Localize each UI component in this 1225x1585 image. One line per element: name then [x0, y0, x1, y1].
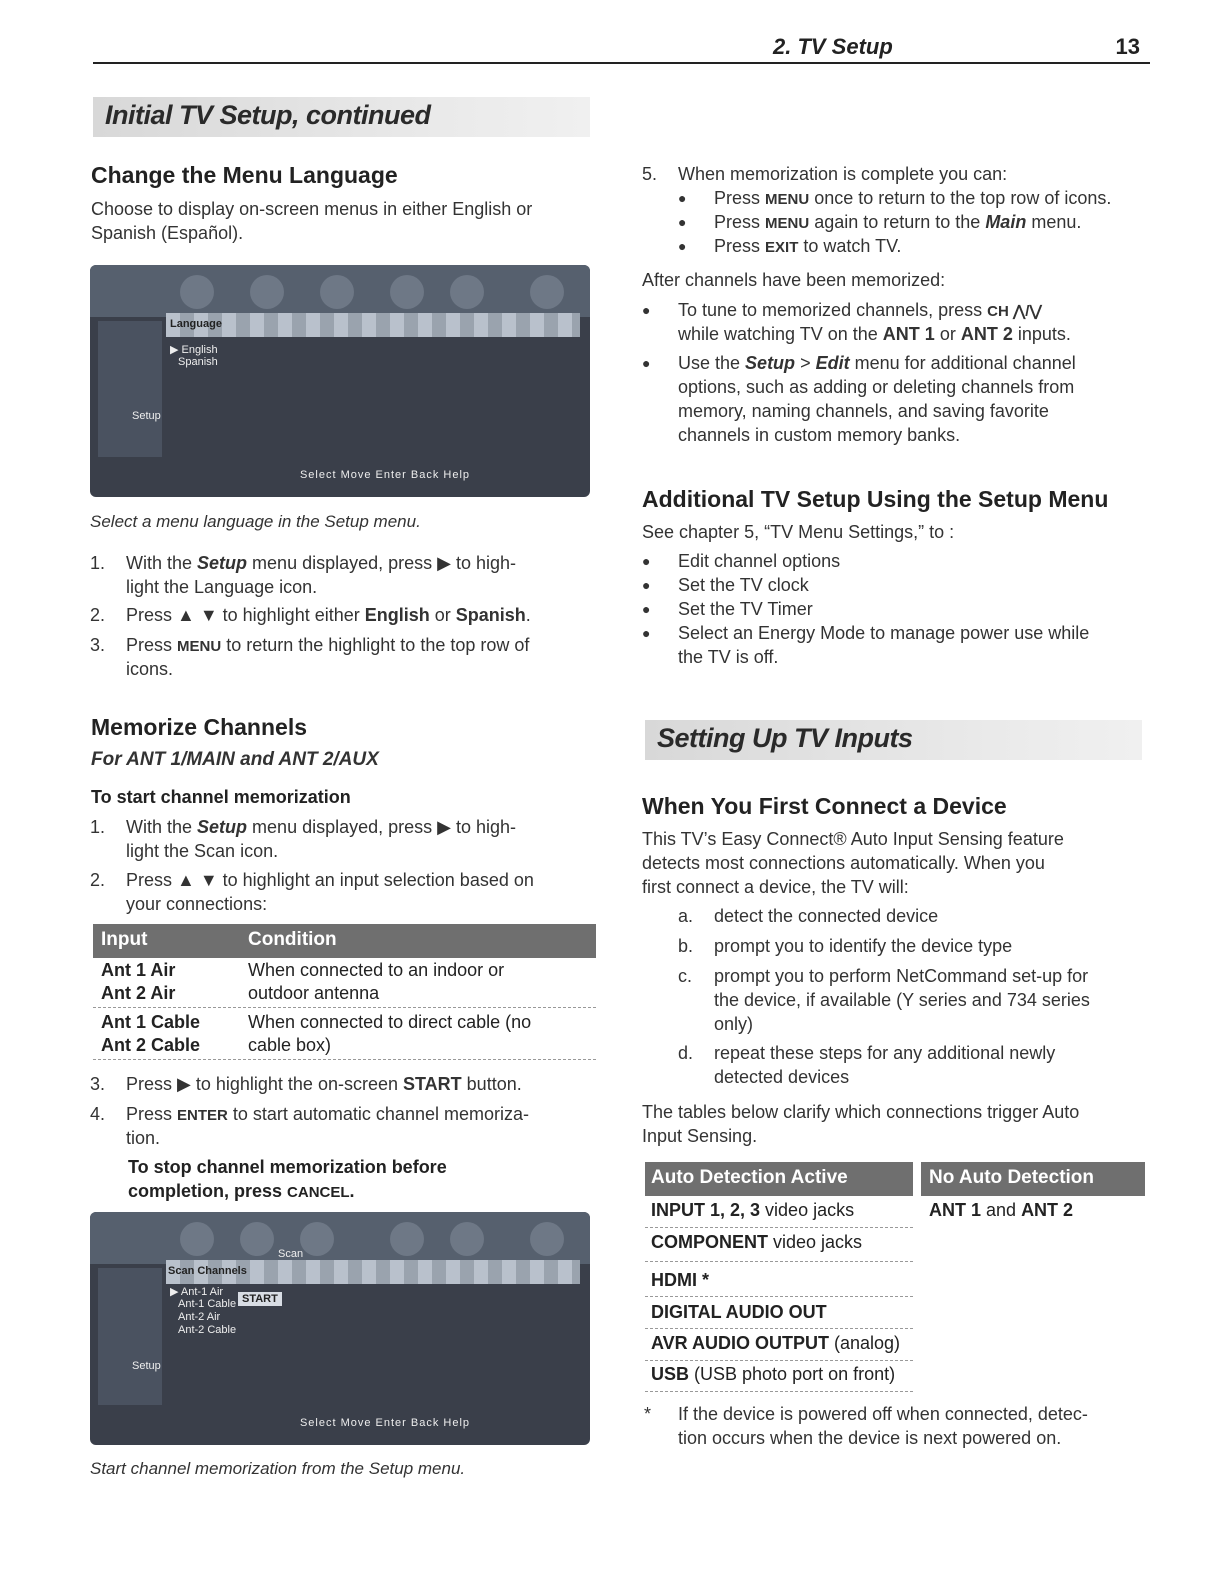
globe-icon	[450, 275, 484, 309]
additional-setup-heading: Additional TV Setup Using the Setup Menu	[642, 486, 1109, 512]
cc-icon	[320, 275, 354, 309]
table-row: DIGITAL AUDIO OUT	[645, 1299, 913, 1329]
first-connect-heading: When You First Connect a Device	[642, 793, 1007, 819]
side-label: Setup	[132, 1360, 161, 1372]
table-row: AVR AUDIO OUTPUT (analog)	[645, 1331, 913, 1361]
screen-footer: Select Move Enter Back Help	[299, 469, 471, 481]
memorize-heading: Memorize Channels	[91, 714, 307, 740]
menu-label: Language	[170, 318, 222, 330]
scan-label: Scan	[278, 1248, 304, 1260]
table-row: Ant 1 Cable Ant 2 Cable When connected to direct cable (no cable box)	[93, 1010, 596, 1060]
tables-intro: The tables below clarify which connections trigger Auto Input Sensing.	[642, 1102, 1080, 1146]
menu-label: Scan Channels	[168, 1265, 247, 1277]
section-banner	[645, 720, 1142, 760]
menu-option: Ant-1 Cable	[178, 1298, 237, 1310]
start-button: START	[238, 1292, 282, 1306]
menu-option: Ant-2 Air	[178, 1311, 221, 1323]
side-label: Setup	[132, 410, 161, 422]
help-icon	[180, 275, 214, 309]
table-row: COMPONENT video jacks	[645, 1230, 913, 1262]
ch-icon	[300, 1222, 334, 1256]
auto-detection-table	[645, 1162, 1145, 1392]
lang-caption: Select a menu language in the Setup menu.	[90, 512, 421, 531]
setup-icon	[250, 275, 284, 309]
lang-heading: Change the Menu Language	[91, 162, 398, 188]
stop-memorization-note: To stop channel memorization before completion, press CANCEL.	[128, 1157, 447, 1201]
first-connect-intro: This TV’s Easy Connect® Auto Input Sensing feature detects most connections automatically. When you first connect a device, the TV will:	[642, 829, 1064, 897]
table-row: Ant 1 Air Ant 2 Air When connected to an indoor or outdoor antenna	[93, 958, 596, 1008]
memorize-subtitle: For ANT 1/MAIN and ANT 2/AUX	[91, 749, 379, 770]
menu-option: Ant-2 Cable	[178, 1324, 237, 1336]
page-header	[93, 34, 1150, 64]
input-condition-table	[93, 924, 596, 1062]
tv-screenshot-scan	[90, 1212, 590, 1445]
menu-option-english: ▶ English	[170, 344, 218, 356]
additional-intro: See chapter 5, “TV Menu Settings,” to :	[642, 522, 955, 542]
tools-icon	[530, 275, 564, 309]
header-auto-detection-active: Auto Detection Active	[651, 1167, 848, 1188]
after-memorized: After channels have been memorized:	[642, 270, 946, 290]
menu-option: ▶ Ant-1 Air	[170, 1286, 224, 1298]
no-auto-detection-value: ANT 1 and ANT 2	[929, 1200, 1074, 1220]
scan-icon	[240, 1222, 274, 1256]
section-banner	[93, 97, 590, 137]
header-no-auto-detection: No Auto Detection	[929, 1167, 1095, 1188]
signal-icon	[390, 1222, 424, 1256]
table-header-input: Input	[101, 929, 148, 950]
scan-caption: Start channel memorization from the Setup menu.	[90, 1459, 466, 1478]
table-row: INPUT 1, 2, 3 video jacks	[645, 1198, 913, 1228]
lang-intro: Choose to display on-screen menus in either English or Spanish (Español).	[91, 199, 533, 243]
globe-icon	[450, 1222, 484, 1256]
section-banner-title: Initial TV Setup, continued	[105, 100, 431, 130]
tools-icon	[530, 1222, 564, 1256]
signal-icon	[390, 275, 424, 309]
section-banner-title: Setting Up TV Inputs	[657, 723, 913, 753]
menu-option-spanish: Spanish	[178, 356, 218, 368]
help-icon	[180, 1222, 214, 1256]
tv-screenshot-language	[90, 265, 590, 497]
table-row: USB (USB photo port on front)	[645, 1362, 913, 1392]
page-number: 13	[1115, 34, 1140, 59]
start-memorization-title: To start channel memorization	[91, 787, 351, 807]
chapter-title: 2. TV Setup	[773, 34, 893, 59]
table-header-condition: Condition	[248, 929, 337, 950]
screen-footer: Select Move Enter Back Help	[299, 1417, 471, 1429]
table-row: HDMI *	[645, 1265, 913, 1297]
